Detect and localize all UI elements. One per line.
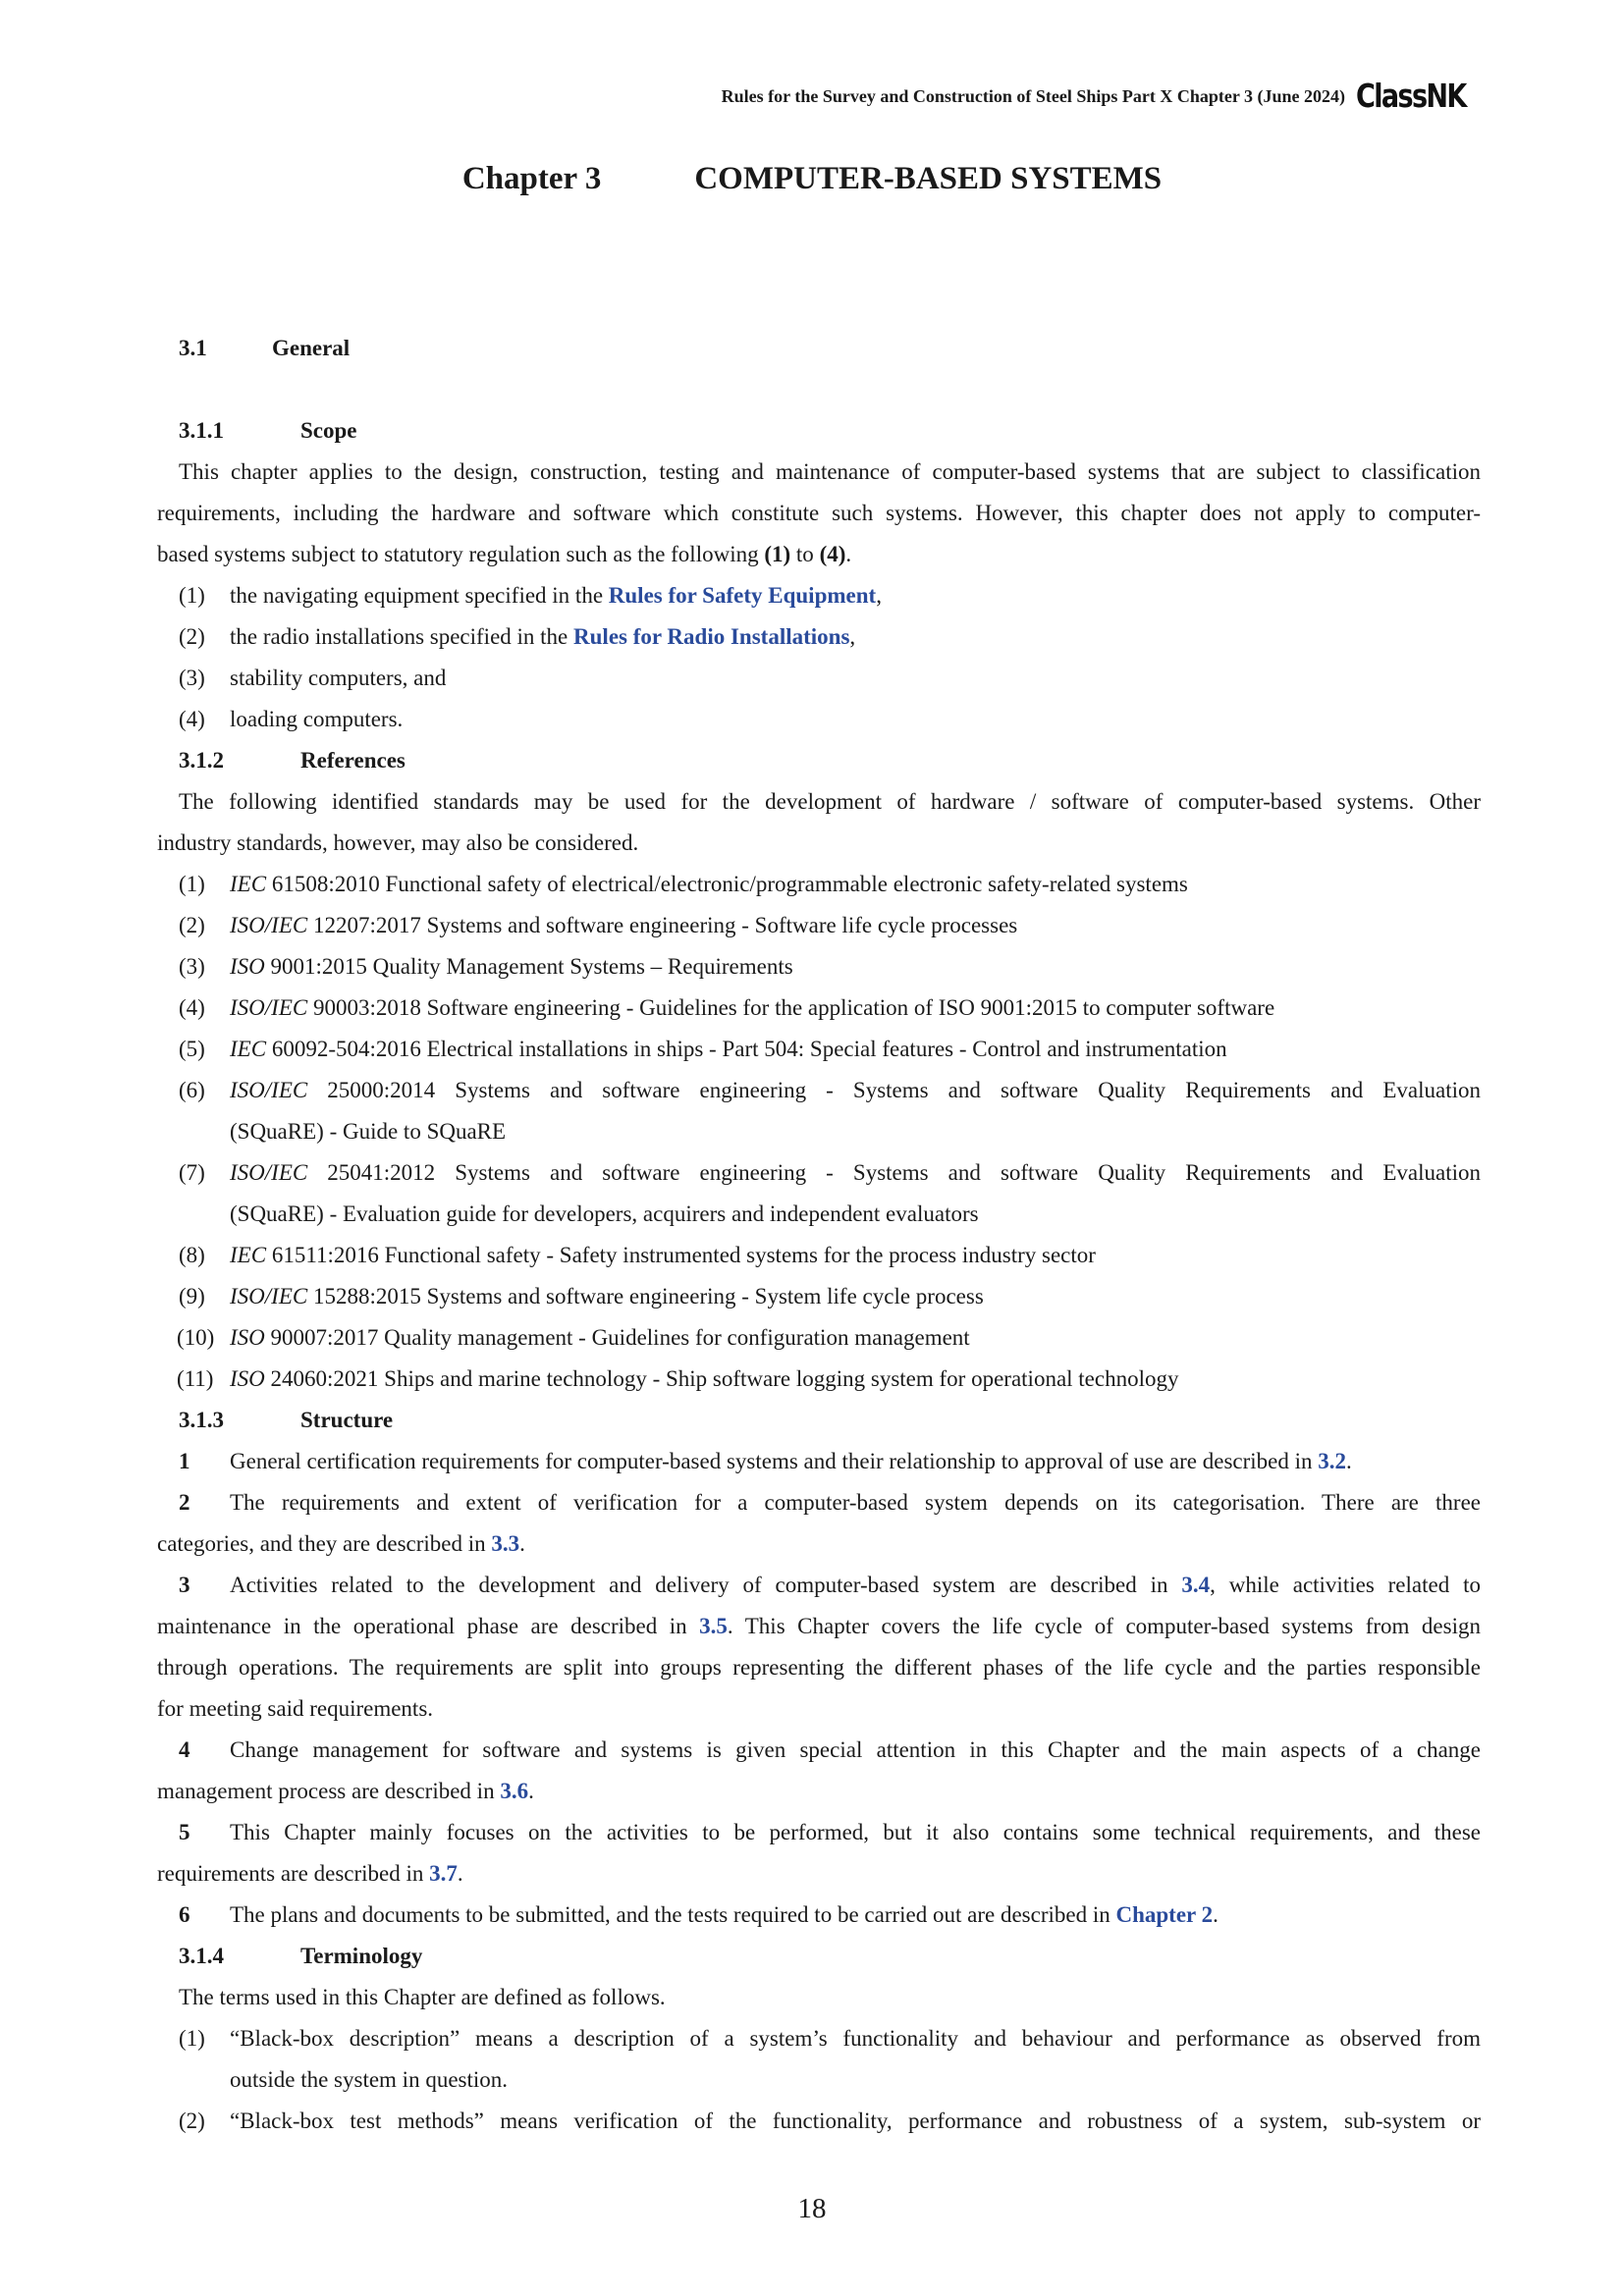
item-number: (4) — [179, 995, 205, 1020]
item-ref: (1) — [764, 542, 791, 566]
text-run: maintenance in the operational phase are described in — [157, 1614, 700, 1638]
text-run: requirements are described in — [157, 1861, 430, 1886]
item-number: (2) — [179, 2109, 205, 2133]
definition-text-cont: outside the system in question. — [230, 2067, 509, 2092]
text-run: This Chapter mainly focuses on the activities to be performed, but it also contains some technical requirements, and these — [230, 1820, 1481, 1844]
scope-paragraph-line: requirements, including the hardware and software which constitute such systems. However, this chapter does not apply to computer- — [157, 501, 1481, 525]
section-number: 3.1.2 — [179, 748, 224, 773]
structure-paragraph-3-line: through operations. The requirements are split into groups representing the different phases of the life cycle and the parties responsible — [157, 1655, 1481, 1680]
section-3-1-3-heading — [179, 1400, 394, 1441]
references-paragraph-line: The following identified standards may be used for the development of hardware / software of computer-based systems. Other — [179, 789, 1481, 814]
item-number: (2) — [179, 913, 205, 937]
structure-paragraph-1 — [179, 1441, 1352, 1482]
text-run: . — [845, 542, 852, 566]
chapter-number: Chapter 3 — [461, 161, 602, 196]
standard-title: 90003:2018 Software engineering - Guidelines for the application of ISO 9001:2015 to computer software — [307, 995, 1275, 1020]
section-number: 3.1.3 — [179, 1408, 224, 1432]
text-run: . — [457, 1861, 463, 1886]
text-run: General certification requirements for computer-based systems and their relationship to approval of use are described in — [230, 1449, 1319, 1473]
chapter-title — [0, 161, 1624, 197]
item-number: (1) — [179, 2026, 205, 2051]
definition-text: “Black-box test methods” means verification of the functionality, performance and robustness of a system, sub-system or — [230, 2109, 1481, 2133]
section-3-1-4-heading — [179, 1936, 423, 1977]
paragraph-number: 6 — [179, 1902, 190, 1927]
standard-title: 15288:2015 Systems and software engineering - System life cycle process — [307, 1284, 984, 1308]
standard-title: 60092-504:2016 Electrical installations in ships - Part 504: Special features - Control and instrumentation — [266, 1037, 1227, 1061]
text-run: . — [1213, 1902, 1218, 1927]
terminology-paragraph: The terms used in this Chapter are defined as follows. — [179, 1985, 666, 2009]
section-3-5-link[interactable]: 3.5 — [699, 1614, 728, 1638]
standard-org: IEC — [230, 1243, 267, 1267]
running-title: Rules for the Survey and Construction of Steel Ships Part X Chapter 3 (June 2024) — [721, 86, 1345, 106]
item-number: (11) — [177, 1366, 214, 1391]
running-header — [0, 77, 1624, 116]
chapter-name: COMPUTER-BASED SYSTEMS — [694, 161, 1163, 196]
standard-title: 25000:2014 Systems and software engineering - Systems and software Quality Requirements and Evaluation — [307, 1078, 1481, 1102]
text-run: the radio installations specified in the — [230, 624, 574, 649]
structure-paragraph-3-line — [179, 1565, 1481, 1606]
standard-title: 61508:2010 Functional safety of electrical/electronic/programmable electronic safety-related systems — [266, 872, 1188, 896]
standard-org: ISO/IEC — [230, 913, 308, 937]
text-run: The requirements and extent of verification for a computer-based system depends on its categorisation. There are three — [230, 1490, 1481, 1515]
section-3-4-link[interactable]: 3.4 — [1181, 1573, 1211, 1597]
standard-title: 25041:2012 Systems and software engineering - Systems and software Quality Requirements and Evaluation — [307, 1160, 1481, 1185]
item-number: (7) — [179, 1160, 205, 1185]
classnk-logo: ClassNK — [1356, 77, 1466, 115]
standard-org: ISO — [230, 1325, 265, 1350]
item-number: (10) — [177, 1325, 215, 1350]
section-3-2-link[interactable]: 3.2 — [1318, 1449, 1346, 1473]
item-ref: (4) — [819, 542, 846, 566]
standard-title-cont: (SQuaRE) - Evaluation guide for developers, acquirers and independent evaluators — [230, 1201, 979, 1226]
standard-title: 12207:2017 Systems and software engineering - Software life cycle processes — [307, 913, 1018, 937]
item-number: (3) — [179, 666, 205, 690]
structure-paragraph-4-line — [179, 1730, 1481, 1771]
standard-title: 24060:2021 Ships and marine technology - Ship software logging system for operational technology — [264, 1366, 1179, 1391]
structure-paragraph-5-line — [179, 1812, 1481, 1853]
structure-paragraph-5-line — [157, 1853, 463, 1895]
paragraph-number: 2 — [179, 1490, 190, 1515]
text-run: Activities related to the development and delivery of computer-based system are described in — [230, 1573, 1182, 1597]
paragraph-number: 4 — [179, 1737, 190, 1762]
structure-paragraph-3-line — [157, 1606, 1481, 1647]
section-number: 3.1.1 — [179, 418, 224, 443]
section-title: General — [272, 336, 351, 360]
standard-title: 61511:2016 Functional safety - Safety instrumented systems for the process industry sector — [266, 1243, 1096, 1267]
text-run: , while activities related to — [1210, 1573, 1481, 1597]
paragraph-number: 5 — [179, 1820, 190, 1844]
page-number: 18 — [797, 2193, 827, 2224]
text-run: The plans and documents to be submitted, and the tests required to be carried out are described in — [230, 1902, 1116, 1927]
section-3-7-link[interactable]: 3.7 — [429, 1861, 458, 1886]
text-run: . This Chapter covers the life cycle of computer-based systems from design — [727, 1614, 1481, 1638]
text-run: the navigating equipment specified in the — [230, 583, 609, 608]
standard-org: ISO — [230, 954, 265, 979]
section-number: 3.1.4 — [179, 1944, 224, 1968]
item-number: (4) — [179, 707, 205, 731]
standard-org: IEC — [230, 1037, 267, 1061]
item-number: (2) — [179, 624, 205, 649]
item-number: (1) — [179, 583, 205, 608]
standard-title: 9001:2015 Quality Management Systems – Requirements — [264, 954, 793, 979]
scope-paragraph-line — [157, 534, 851, 575]
section-title: Terminology — [300, 1944, 423, 1968]
rules-safety-equipment-link[interactable]: Rules for Safety Equipment — [608, 583, 877, 608]
section-3-1-1-heading — [179, 410, 357, 452]
item-number: (9) — [179, 1284, 205, 1308]
section-title: Structure — [300, 1408, 394, 1432]
item-number: (5) — [179, 1037, 205, 1061]
text-run: Change management for software and systems is given special attention in this Chapter and the main aspects of a change — [230, 1737, 1481, 1762]
text-run: . — [528, 1779, 534, 1803]
section-number: 3.1 — [179, 336, 207, 360]
references-paragraph-line: industry standards, however, may also be considered. — [157, 830, 639, 855]
paragraph-number: 3 — [179, 1573, 190, 1597]
structure-paragraph-4-line — [157, 1771, 534, 1812]
text-run: categories, and they are described in — [157, 1531, 492, 1556]
chapter-2-link[interactable]: Chapter 2 — [1115, 1902, 1214, 1927]
structure-paragraph-2-line — [157, 1523, 525, 1565]
standard-org: ISO/IEC — [230, 1160, 308, 1185]
text-run: , — [876, 583, 882, 608]
text-run: to — [790, 542, 820, 566]
text-run: . — [1346, 1449, 1352, 1473]
text-run: , — [849, 624, 856, 649]
standard-org: ISO — [230, 1366, 265, 1391]
text-run: based systems subject to statutory regulation such as the following — [157, 542, 765, 566]
standard-title-cont: (SQuaRE) - Guide to SQuaRE — [230, 1119, 507, 1144]
structure-paragraph-2-line — [179, 1482, 1481, 1523]
item-number: (1) — [179, 872, 205, 896]
section-3-1-heading — [179, 328, 351, 369]
item-number: (3) — [179, 954, 205, 979]
section-title: References — [300, 748, 406, 773]
section-3-6-link[interactable]: 3.6 — [500, 1779, 529, 1803]
structure-paragraph-6 — [179, 1895, 1218, 1936]
item-number: (6) — [179, 1078, 205, 1102]
text-run: management process are described in — [157, 1779, 501, 1803]
rules-radio-installations-link[interactable]: Rules for Radio Installations — [573, 624, 850, 649]
item-text: loading computers. — [230, 707, 404, 731]
standard-org: ISO/IEC — [230, 1078, 308, 1102]
item-number: (8) — [179, 1243, 205, 1267]
standard-org: ISO/IEC — [230, 995, 308, 1020]
standard-title: 90007:2017 Quality management - Guidelines for configuration management — [264, 1325, 970, 1350]
item-text: stability computers, and — [230, 666, 447, 690]
paragraph-number: 1 — [179, 1449, 190, 1473]
structure-paragraph-3-line: for meeting said requirements. — [157, 1696, 434, 1721]
text-run: . — [519, 1531, 525, 1556]
section-title: Scope — [300, 418, 357, 443]
scope-paragraph-line: This chapter applies to the design, construction, testing and maintenance of computer-based systems that are subject to classification — [179, 459, 1481, 484]
definition-text: “Black-box description” means a description of a system’s functionality and behaviour and performance as observed from — [230, 2026, 1481, 2051]
section-3-1-2-heading — [179, 740, 406, 781]
standard-org: IEC — [230, 872, 267, 896]
standard-org: ISO/IEC — [230, 1284, 308, 1308]
section-3-3-link[interactable]: 3.3 — [491, 1531, 520, 1556]
